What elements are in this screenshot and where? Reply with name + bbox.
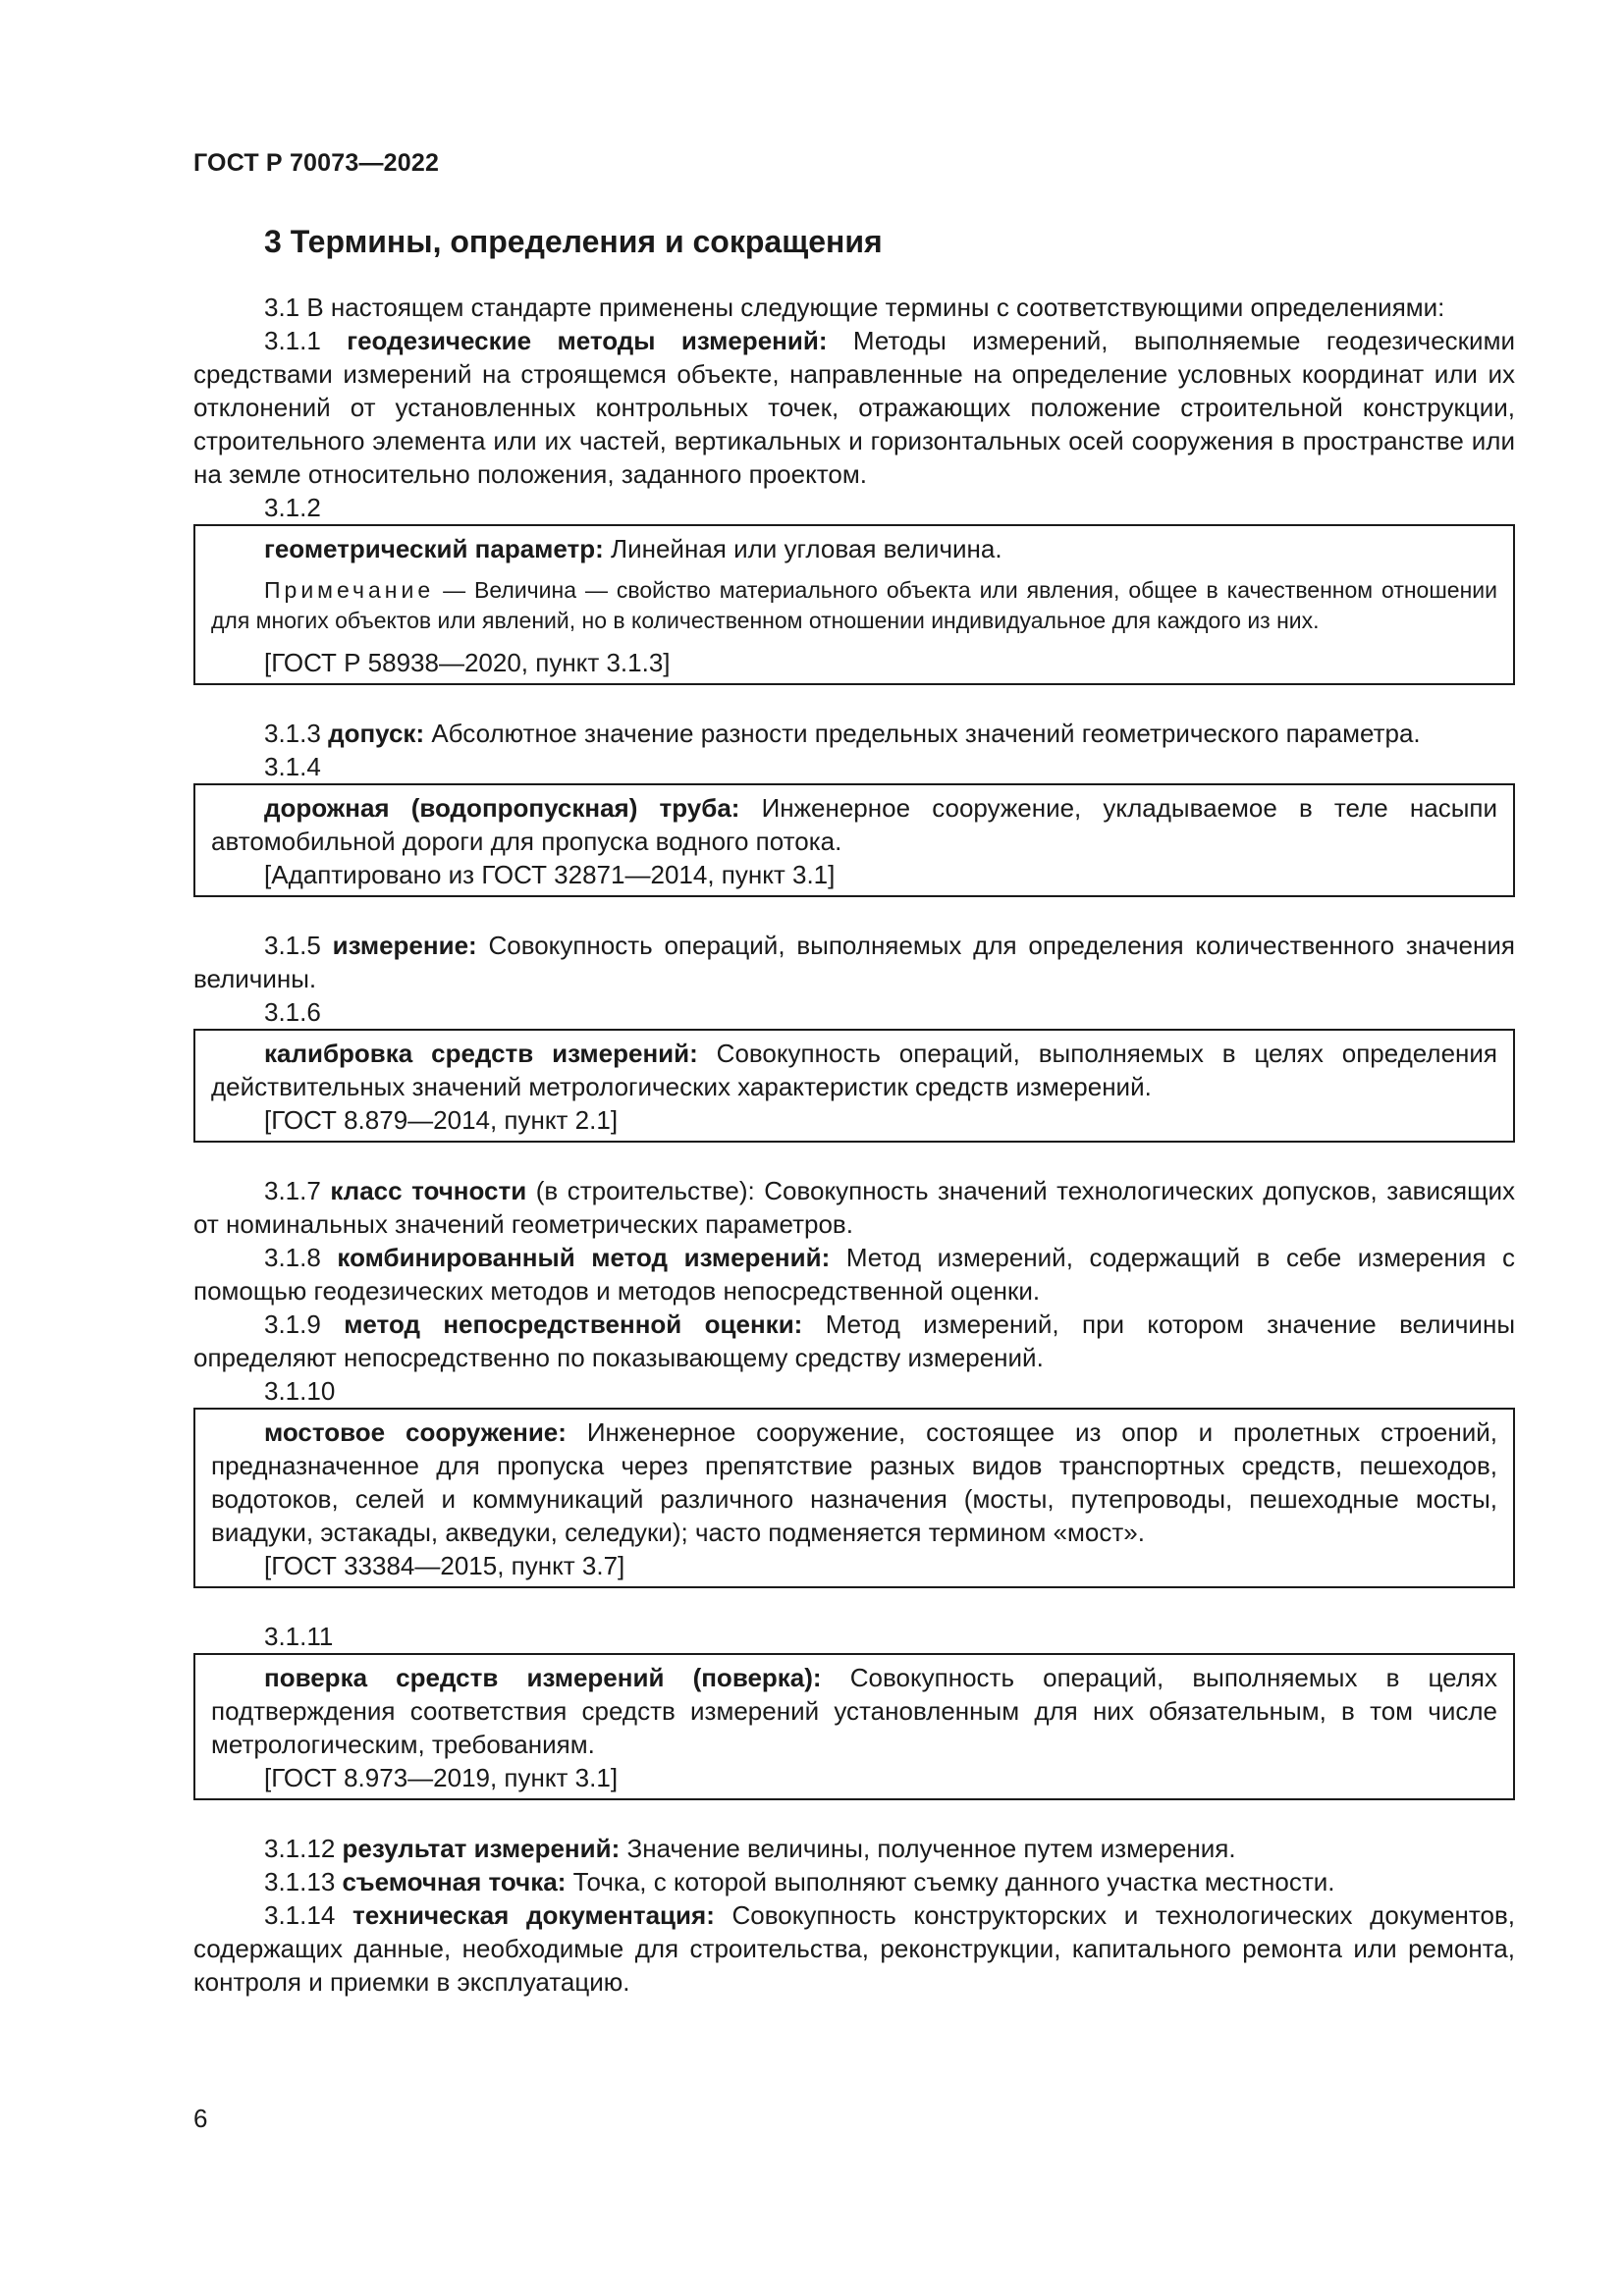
term-name: метод непосредственной оценки:	[344, 1309, 803, 1339]
spacer	[193, 1820, 1515, 1832]
term-number-3-1-4: 3.1.4	[264, 752, 321, 781]
term-definition: Инженерное сооружение, укладываемое в теле насыпи автомобильной дороги для пропуска водного потока.	[211, 793, 1497, 856]
term-3-1-2	[211, 532, 1497, 565]
term-definition: Инженерное сооружение, состоящее из опор и пролетных строений, предназначенное для пропуска через препятствие разных видов транспортных средств, пешеходов, водотоков, селей и коммуникаций различного назначения (мосты, путепроводы, пешеходные мосты, виадуки, эстакады, акведуки, селедуки); часто подменяется термином «мост».	[211, 1417, 1498, 1547]
term-definition: Линейная или угловая величина.	[611, 534, 1002, 563]
term-3-1-13	[193, 1865, 1515, 1898]
term-definition: Значение величины, полученное путем измерения.	[626, 1834, 1236, 1863]
term-name: мостовое сооружение:	[264, 1417, 567, 1447]
term-3-1-7	[193, 1174, 1515, 1241]
term-definition: Абсолютное значение разности предельных значений геометрического параметра.	[431, 719, 1421, 748]
term-name: техническая документация:	[352, 1900, 715, 1930]
term-source: [ГОСТ 33384—2015, пункт 3.7]	[264, 1551, 625, 1580]
term-number-3-1-11: 3.1.11	[264, 1622, 334, 1651]
term-note	[211, 575, 1497, 636]
term-3-1-1	[193, 324, 1515, 491]
term-number: 3.1.13	[264, 1867, 336, 1896]
term-box-3-1-6	[193, 1029, 1515, 1143]
term-box-3-1-11	[193, 1653, 1515, 1800]
spacer	[193, 1608, 1515, 1620]
term-3-1-14	[193, 1898, 1515, 1999]
term-name: измерение:	[332, 931, 477, 960]
term-3-1-12	[193, 1832, 1515, 1865]
term-definition: Методы измерений, выполняемые геодезическими средствами измерений на строящемся объекте, направленные на определение условных координат или их отклонений от установленных контрольных точек, отражающих положение строительной конструкции, строительного элемента или их частей, вертикальных и горизонтальных осей сооружения в пространстве или на земле относительно положения, заданного проектом.	[193, 326, 1515, 489]
term-name: геодезические методы измерений:	[347, 326, 828, 355]
term-box-3-1-10	[193, 1408, 1515, 1588]
spacer	[193, 917, 1515, 929]
term-name: класс точности	[330, 1176, 527, 1205]
term-name: комбинированный метод измерений:	[337, 1243, 831, 1272]
term-number: 3.1.7	[264, 1176, 321, 1205]
term-3-1-10	[211, 1415, 1497, 1549]
term-definition: Метод измерений, содержащий в себе измерения с помощью геодезических методов и методов непосредственной оценки.	[193, 1243, 1516, 1306]
term-number: 3.1.1	[264, 326, 321, 355]
term-name: результат измерений:	[342, 1834, 621, 1863]
term-number-3-1-6: 3.1.6	[264, 997, 321, 1027]
term-3-1-8	[193, 1241, 1515, 1308]
term-3-1-11	[211, 1661, 1497, 1761]
term-3-1-5	[193, 929, 1515, 995]
term-3-1-6	[211, 1037, 1497, 1103]
page-content	[193, 222, 1515, 1999]
term-box-3-1-4	[193, 783, 1515, 897]
term-source: [ГОСТ 8.879—2014, пункт 2.1]	[264, 1105, 619, 1135]
term-number-3-1-10: 3.1.10	[264, 1376, 336, 1406]
term-definition: Совокупность операций, выполняемых в целях подтверждения соответствия средств измерений установленным для них обязательным, в том числе метрологическим, требованиям.	[211, 1663, 1497, 1759]
term-definition: Совокупность конструкторских и технологических документов, содержащих данные, необходимые для строительства, реконструкции, капитального ремонта или ремонта, контроля и приемки в эксплуатацию.	[193, 1900, 1515, 1997]
intro-paragraph: 3.1 В настоящем стандарте применены следующие термины с соответствующими определениями:	[264, 293, 1445, 322]
term-name: геометрический параметр:	[264, 534, 604, 563]
spacer	[193, 1162, 1515, 1174]
term-name: поверка средств измерений (поверка):	[264, 1663, 822, 1692]
term-definition: Точка, с которой выполняют съемку данного участка местности.	[572, 1867, 1335, 1896]
term-name: дорожная (водопропускная) труба:	[264, 793, 740, 823]
term-number: 3.1.9	[264, 1309, 321, 1339]
term-name: съемочная точка:	[342, 1867, 567, 1896]
term-3-1-4	[211, 791, 1497, 858]
term-definition: Совокупность операций, выполняемых в целях определения действительных значений метрологических характеристик средств измерений.	[211, 1039, 1497, 1101]
term-number: 3.1.3	[264, 719, 321, 748]
term-definition: Метод измерений, при котором значение величины определяют непосредственно по показывающему средству измерений.	[193, 1309, 1516, 1372]
document-header: ГОСТ Р 70073—2022	[193, 149, 440, 177]
term-source: [ГОСТ Р 58938—2020, пункт 3.1.3]	[264, 648, 671, 677]
term-number-3-1-2: 3.1.2	[264, 493, 321, 522]
term-number: 3.1.5	[264, 931, 321, 960]
term-3-1-9	[193, 1308, 1515, 1374]
term-source: [ГОСТ 8.973—2019, пункт 3.1]	[264, 1763, 619, 1792]
term-definition: (в строительстве): Совокупность значений технологических допусков, зависящих от номинальных значений геометрических параметров.	[193, 1176, 1515, 1239]
term-number: 3.1.12	[264, 1834, 336, 1863]
term-definition: Совокупность операций, выполняемых для определения количественного значения величины.	[193, 931, 1515, 993]
spacer	[193, 705, 1515, 717]
term-name: калибровка средств измерений:	[264, 1039, 698, 1068]
term-number: 3.1.14	[264, 1900, 336, 1930]
note-label: Примечание	[264, 577, 435, 603]
note-text: — Величина — свойство материального объекта или явления, общее в качественном отношении для многих объектов или явлений, но в количественном отношении индивидуальное для каждого из них.	[211, 577, 1497, 633]
term-source: [Адаптировано из ГОСТ 32871—2014, пункт 3.1]	[264, 860, 836, 889]
term-3-1-3	[193, 717, 1515, 750]
section-title: 3 Термины, определения и сокращения	[264, 224, 883, 259]
term-name: допуск:	[328, 719, 425, 748]
term-box-3-1-2	[193, 524, 1515, 685]
page-number: 6	[193, 2104, 208, 2133]
term-number: 3.1.8	[264, 1243, 321, 1272]
